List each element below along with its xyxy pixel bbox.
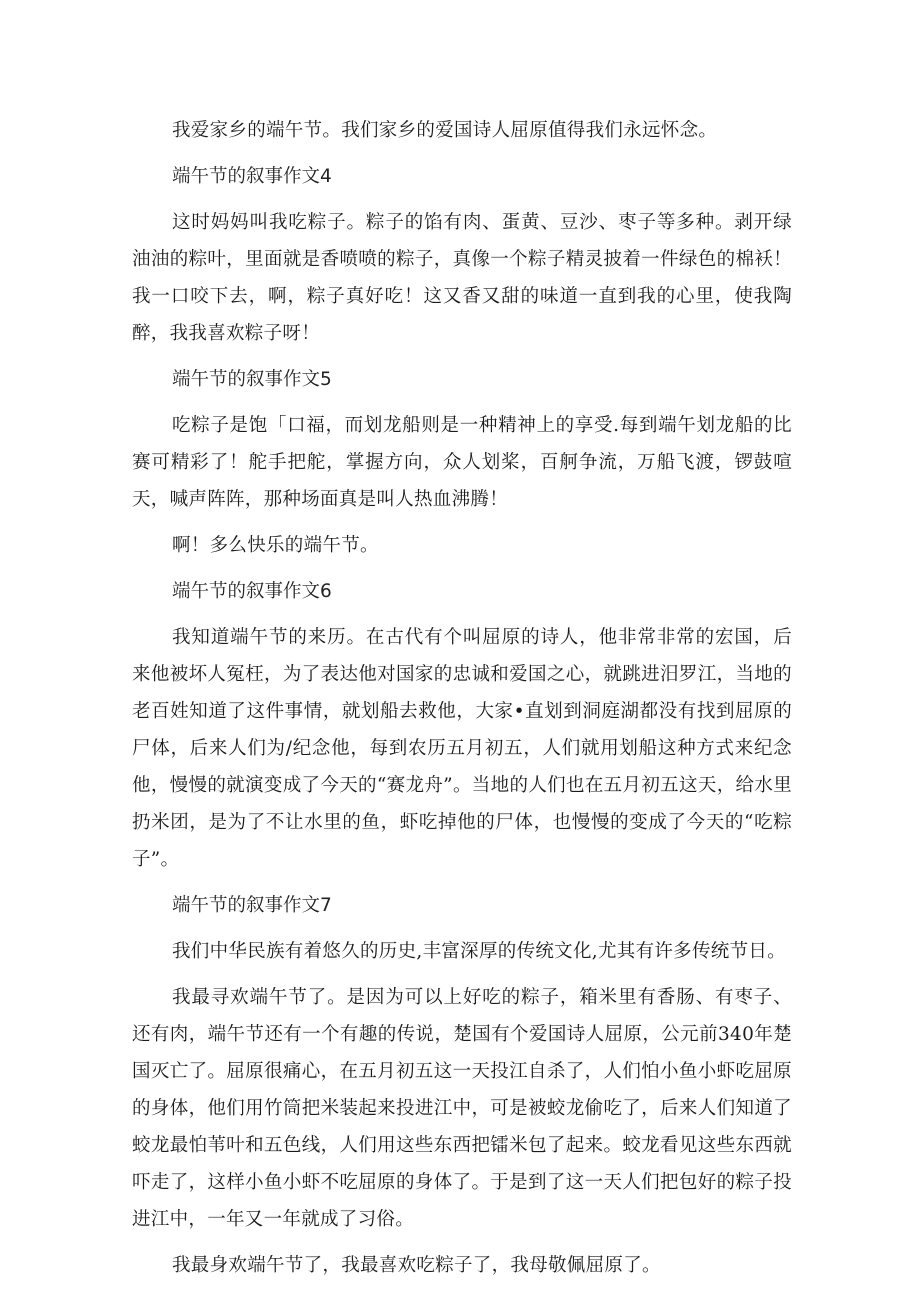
paragraph-essay-7-end: 我最身欢端午节了，我最喜欢吃粽子了，我母敬佩屈原了。 bbox=[172, 1255, 661, 1276]
paragraph-essay-7-intro: 我们中华民族有着悠久的历史,丰富深厚的传统文化,尤其有许多传统节日。 bbox=[172, 941, 786, 962]
paragraph-essay-7-body: 我最寻欢端午节了。是因为可以上好吃的粽子，箱米里有香肠、有枣子、还有肉，端午节还有一个有趣的传说，楚国有个爱国诗人屈原，公元前340年楚国灭亡了。屈原很痛心，在五月初五这一天投江自杀了，人们怕小鱼小虾吃屈原的身体，他们用竹筒把米装起来投进江中，可是被蛟龙偷吃了，后来人们知道了蛟龙最怕苇叶和五色线，人们用这些东西把镭米包了起来。蛟龙看见这些东西就吓走了，这样小鱼小虾不吃屈原的身体了。于是到了这一天人们把包好的粽子投进江中，一年又一年就成了习俗。 bbox=[132, 987, 792, 1230]
paragraph-essay-5-body: 吃粽子是饱「口福，而划龙船则是一种精神上的享受.每到端午划龙船的比赛可精彩了！舵手把舵，掌握方向，众人划桨，百舸争流，万船飞渡，锣鼓喧天，喊声阵阵，那种场面真是叫人热血沸腾！ bbox=[132, 415, 792, 510]
document-page bbox=[132, 112, 792, 1293]
paragraph-essay-4: 这时妈妈叫我吃粽子。粽子的馅有肉、蛋黄、豆沙、枣子等多种。剥开绿油油的粽叶，里面就是香喷喷的粽子，真像一个粽子精灵披着一件绿色的棉袄！我一口咬下去，啊，粽子真好吃！这又香又甜的味道一直到我的心里，使我陶醉，我我喜欢粽子呀！ bbox=[132, 212, 792, 344]
essay-heading-5: 端午节的叙事作文5 bbox=[172, 369, 332, 390]
essay-heading-4: 端午节的叙事作文4 bbox=[172, 166, 332, 187]
paragraph-essay-6: 我知道端午节的来历。在古代有个叫屈原的诗人，他非常非常的宏国，后来他被坏人冤枉，为了表达他对国家的忠诚和爱国之心，就跳进汨罗江，当地的老百姓知道了这件事情，就划船去救他，大家•直划到洞庭湖都没有找到屈原的尸体，后来人们为/纪念他，每到农历五月初五，人们就用划船这种方式来纪念他，慢慢的就演变成了今天的“赛龙舟”。当地的人们也在五月初五这天，给水里扔米团，是为了不让水里的鱼，虾吃掉他的尸体，也慢慢的变成了今天的“吃粽子”。 bbox=[132, 627, 792, 870]
paragraph-intro-end: 我爱家乡的端午节。我们家乡的爱国诗人屈原值得我们永远怀念。 bbox=[172, 120, 718, 141]
essay-heading-6: 端午节的叙事作文6 bbox=[172, 581, 332, 602]
paragraph-essay-5-end: 啊！多么快乐的端午节。 bbox=[172, 535, 379, 556]
essay-heading-7: 端午节的叙事作文7 bbox=[172, 895, 332, 916]
